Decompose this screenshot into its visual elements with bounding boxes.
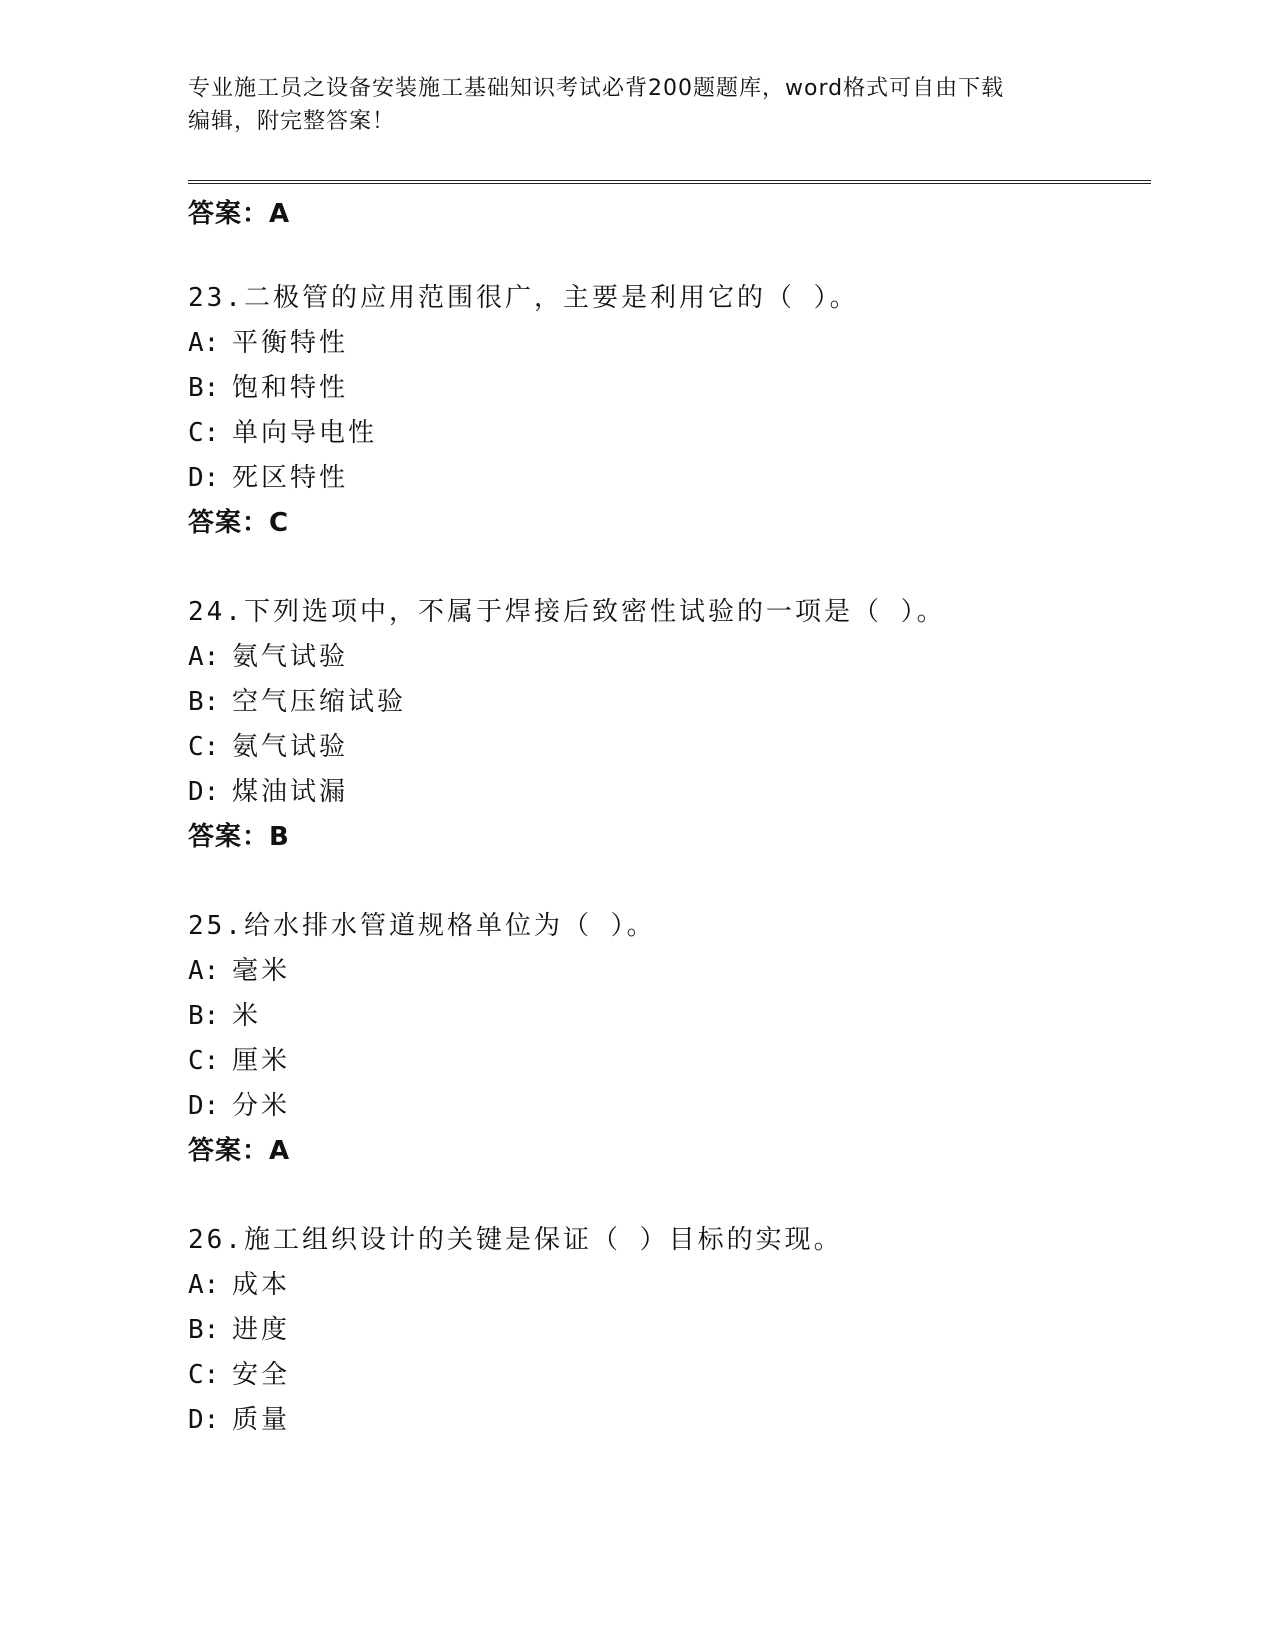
option-text: 氨气试验 — [232, 642, 349, 672]
option-d — [188, 456, 1148, 501]
option-a — [188, 321, 1148, 366]
option-text: 安全 — [232, 1360, 291, 1390]
option-c — [188, 725, 1148, 770]
option-text: 饱和特性 — [232, 373, 349, 403]
option-label: C: — [188, 418, 220, 448]
option-b — [188, 1308, 1148, 1353]
answer: 答案：A — [188, 1136, 291, 1166]
option-label: A: — [188, 956, 220, 986]
answer: 答案：B — [188, 822, 290, 852]
option-text: 米 — [232, 1001, 262, 1031]
option-d — [188, 1398, 1148, 1443]
option-c — [188, 1039, 1148, 1084]
question-title: 23.二极管的应用范围很广，主要是利用它的（ ）。 — [188, 283, 859, 313]
option-label: A: — [188, 642, 220, 672]
question-title: 24.下列选项中，不属于焊接后致密性试验的一项是（ ）。 — [188, 597, 946, 627]
header-divider-bottom — [188, 183, 1151, 184]
option-a — [188, 1263, 1148, 1308]
option-text: 厘米 — [232, 1046, 291, 1076]
question-23 — [188, 276, 1148, 546]
option-text: 单向导电性 — [232, 418, 378, 448]
option-label: C: — [188, 1046, 220, 1076]
option-text: 空气压缩试验 — [232, 687, 407, 717]
option-text: 进度 — [232, 1315, 291, 1345]
option-text: 煤油试漏 — [232, 777, 349, 807]
question-24 — [188, 590, 1148, 860]
option-label: A: — [188, 1270, 220, 1300]
option-text: 死区特性 — [232, 463, 349, 493]
header-divider-top — [188, 180, 1151, 181]
option-label: B: — [188, 373, 220, 403]
option-label: D: — [188, 463, 220, 493]
option-label: B: — [188, 1001, 220, 1031]
option-c — [188, 1353, 1148, 1398]
option-text: 平衡特性 — [232, 328, 349, 358]
option-label: C: — [188, 1360, 220, 1390]
header-line-1: 专业施工员之设备安装施工基础知识考试必背200题题库，word格式可自由下载 — [188, 76, 1005, 101]
option-c — [188, 411, 1148, 456]
option-text: 分米 — [232, 1091, 291, 1121]
option-label: B: — [188, 687, 220, 717]
option-b — [188, 994, 1148, 1039]
header-line-2: 编辑，附完整答案！ — [188, 109, 396, 134]
option-label: D: — [188, 1405, 220, 1435]
option-text: 氨气试验 — [232, 732, 349, 762]
option-b — [188, 366, 1148, 411]
option-label: B: — [188, 1315, 220, 1345]
option-text: 成本 — [232, 1270, 291, 1300]
option-a — [188, 949, 1148, 994]
option-label: C: — [188, 732, 220, 762]
question-title: 25.给水排水管道规格单位为（ ）。 — [188, 911, 656, 941]
question-title: 26.施工组织设计的关键是保证（ ）目标的实现。 — [188, 1225, 843, 1255]
answer: 答案：C — [188, 508, 290, 538]
option-d — [188, 770, 1148, 815]
option-label: A: — [188, 328, 220, 358]
option-label: D: — [188, 777, 220, 807]
option-d — [188, 1084, 1148, 1129]
option-text: 毫米 — [232, 956, 291, 986]
answer-previous-question: 答案：A — [188, 199, 291, 229]
option-label: D: — [188, 1091, 220, 1121]
option-a — [188, 635, 1148, 680]
question-25 — [188, 904, 1148, 1174]
question-26 — [188, 1218, 1148, 1443]
option-text: 质量 — [232, 1405, 291, 1435]
option-b — [188, 680, 1148, 725]
document-header — [188, 72, 1068, 138]
